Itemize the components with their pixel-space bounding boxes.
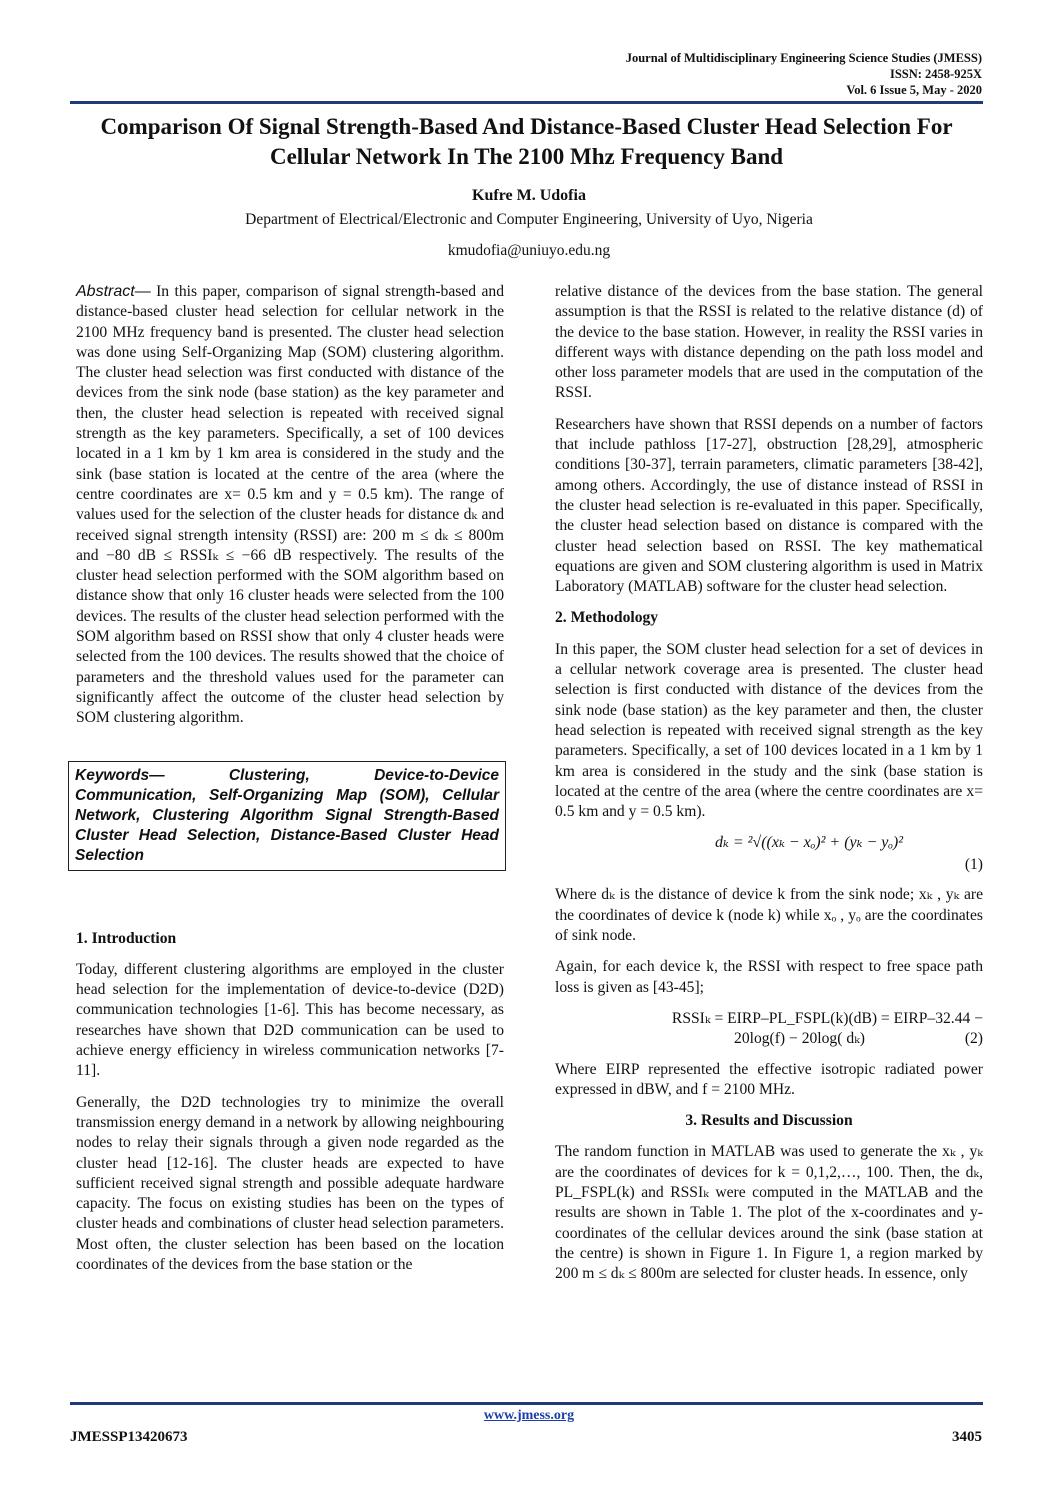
equation-1-formula: dₖ = ²√((xₖ − xₒ)² + (yₖ − yₒ)² [715, 834, 904, 852]
methodology-heading: 2. Methodology [555, 609, 659, 627]
right-column [555, 282, 983, 1295]
journal-header [626, 50, 982, 98]
paper-id: JMESSP13420673 [70, 1429, 188, 1445]
equation-2-line-1: RSSIₖ = EIRP–PL_FSPL(k)(dB) = EIRP–32.44 − [671, 1009, 983, 1027]
equation-2-number: (2) [964, 1030, 983, 1048]
equation-1-description: Where dₖ is the distance of device k from the sink node; xₖ , yₖ are the coordinates of device k (node k) while xₒ , yₒ are the coordinates of sink node. [555, 886, 983, 945]
journal-name: Journal of Multidisciplinary Engineering Science Studies (JMESS) [625, 51, 982, 65]
equation-1-number: (1) [964, 856, 983, 874]
author-email: kmudofia@uniuyo.edu.ng [447, 242, 611, 259]
abstract-label: Abstract— [76, 283, 151, 300]
equation-1 [555, 833, 983, 877]
author-name: Kufre M. Udofia [472, 187, 586, 204]
abstract-text: In this paper, comparison of signal strength-based and distance-based cluster head selection for cellular network in the 2100 MHz frequency band is presented. The cluster head selection was done using Self-Organizing Map (SOM) clustering algorithm. The cluster head selection was first conducted with distance of the devices from the sink node (base station) as the key parameter and then, the cluster head selection is repeated with received signal strength as the key parameters. Specifically, a set of 100 devices located in a 1 km by 1 km area is considered in the study and the sink (base station is located at the centre of the area (where the centre coordinates are x= 0.5 km and y = 0.5 km). The range of values used for the selection of the cluster heads for distance dₖ and received signal strength intensity (RSSI) are: 200 m ≤ dₖ ≤ 800m and −80 dB ≤ RSSIₖ ≤ −66 dB respectively. The results of the cluster head selection performed with the SOM algorithm based on distance show that only 16 cluster heads were selected from the 100 devices. The results of the cluster head selection performed with the SOM algorithm based on RSSI show that only 4 cluster heads were selected from the 100 devices. The results showed that the choice of parameters and the threshold values used for the parameter can significantly affect the outcome of the cluster head selection by SOM clustering algorithm. [76, 283, 504, 727]
left-column [76, 282, 504, 1286]
journal-volume: Vol. 6 Issue 5, May - 2020 [846, 83, 982, 97]
equation-2 [555, 1009, 983, 1050]
right-paragraph-1: relative distance of the devices from the base station. The general assumption is that the RSSI is related to the relative distance (d) of the device to the base station. However, in reality the RSSI varies in different ways with distance depending on the path loss model and other loss parameter models that are used in the computation of the RSSI. [555, 283, 983, 402]
methodology-paragraph: In this paper, the SOM cluster head selection for a set of devices in a cellular network coverage area is presented. The cluster head selection is first conducted with distance of the devices from the sink node (base station) as the key parameter and then, the cluster head selection is repeated with received signal strength as the key parameters. Specifically, a set of 100 devices located in a 1 km by 1 km area is considered in the study and the sink (base station is located at the centre of the area (where the centre coordinates are x= 0.5 km and y = 0.5 km). [555, 640, 983, 821]
intro-heading: 1. Introduction [76, 929, 177, 947]
page-number: 3405 [952, 1429, 982, 1445]
header-rule [70, 101, 983, 104]
journal-issn: ISSN: 2458-925X [889, 67, 982, 81]
author-affiliation: Department of Electrical/Electronic and Computer Engineering, University of Uyo, Nigeria [245, 211, 813, 228]
eirp-paragraph: Where EIRP represented the effective isotropic radiated power expressed in dBW, and f = 2100 MHz. [555, 1060, 983, 1098]
results-paragraph: The random function in MATLAB was used to generate the xₖ , yₖ are the coordinates of devices for k = 0,1,2,…, 100. Then, the dₖ, PL_FSPL(k) and RSSIₖ were computed in the MATLAB and the results are shown in Table 1. The plot of the x-coordinates and y-coordinates of the cellular devices around the sink (base station at the centre) is shown in Figure 1. In Figure 1, a region marked by 200 m ≤ dₖ ≤ 800m are selected for cluster heads. In essence, only [555, 1143, 983, 1283]
abstract [76, 282, 504, 729]
intro-paragraph-1: Today, different clustering algorithms are employed in the cluster head selection for the implementation of device-to-device (D2D) communication technologies [1-6]. This has become necessary, as researches have shown that D2D communication can be used to achieve energy efficiency in wireless communication networks [7-11]. [76, 960, 504, 1080]
intro-paragraph-2: Generally, the D2D technologies try to minimize the overall transmission energy demand in a network by allowing neighbouring nodes to relay their signals through a given node regarded as the cluster head [12-16]. The cluster heads are expected to have sufficient received signal strength and possible adequate hardware capacity. The focus on existing studies has been on the types of cluster heads and combinations of cluster head selection parameters. Most often, the cluster selection has been based on the location coordinates of the devices from the base station or the [76, 1093, 504, 1273]
keywords-box: Keywords— Clustering, Device-to-Device Communication, Self-Organizing Map (SOM), Cellular Network, Clustering Algorithm Signal Strength-Based Cluster Head Selection, Distance-Based Cluster Head Selection [68, 761, 506, 871]
results-heading: 3. Results and Discussion [685, 1112, 853, 1130]
paper-title: Comparison Of Signal Strength-Based And Distance-Based Cluster Head Selection For Cellular Network In The 2100 Mhz Frequency Band [100, 114, 953, 169]
footer-rule [70, 1402, 983, 1405]
journal-website-link[interactable]: www.jmess.org [483, 1408, 575, 1423]
right-paragraph-2: Researchers have shown that RSSI depends on a number of factors that include pathloss [17-27], obstruction [28,29], atmospheric conditions [30-37], terrain parameters, climatic parameters [38-42], among others. Accordingly, the use of distance instead of RSSI in the cluster head selection is re-evaluated in this paper. Specifically, the cluster head selection based on distance is compared with the cluster head selection based on RSSI. The key mathematical equations are given and SOM clustering algorithm is used in Matrix Laboratory (MATLAB) software for the cluster head selection. [555, 415, 983, 596]
rssi-paragraph: Again, for each device k, the RSSI with respect to free space path loss is given as [43-45]; [555, 958, 983, 996]
equation-2-line-2: 20log(f) − 20log( dₖ) [734, 1030, 865, 1048]
